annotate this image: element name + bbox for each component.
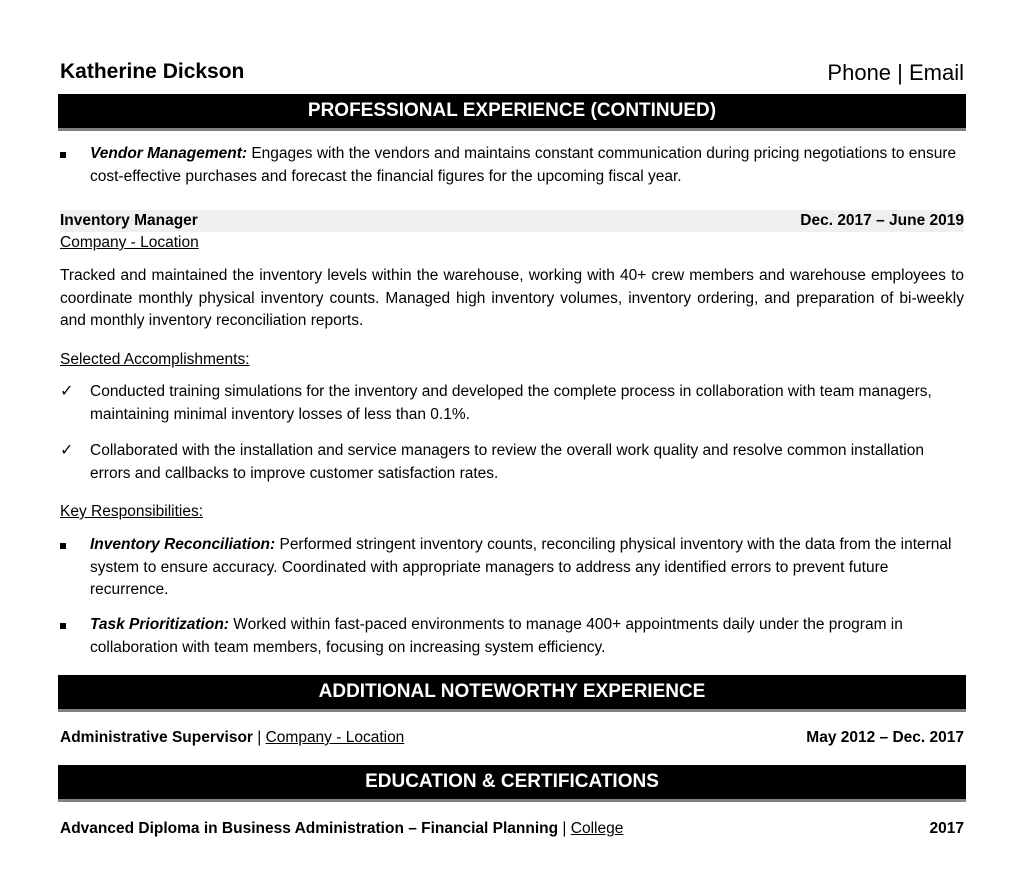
entry-separator: |	[252, 729, 266, 746]
square-bullet-icon	[60, 614, 80, 637]
resume-header	[60, 60, 964, 88]
role-header	[60, 210, 964, 232]
role-company	[60, 232, 964, 254]
list-item	[60, 381, 964, 427]
role-title: Inventory Manager	[60, 212, 198, 229]
entry-title: Administrative Supervisor	[60, 729, 253, 746]
bullet-text: Performed stringent inventory counts, reconciling physical inventory with the data from the internal system to ensure accuracy. Coordinated with appropriate managers to address any identified errors to prevent future recurrence.	[90, 536, 952, 598]
checkmark-icon: ✓	[60, 383, 74, 400]
checkmark-icon: ✓	[60, 442, 74, 459]
company-location: Company - Location	[60, 234, 199, 251]
entry-company: Company - Location	[265, 729, 405, 746]
entry-dates: May 2012 – Dec. 2017	[806, 729, 964, 746]
degree-title: Advanced Diploma in Business Administration – Financial Planning	[60, 820, 559, 837]
education-year: 2017	[929, 820, 964, 837]
bullet-label: Task Prioritization:	[90, 616, 229, 633]
accomplishment-text: Conducted training simulations for the inventory and developed the complete process in collaboration with team managers, maintaining minimal inventory losses of less than 0.1%.	[90, 383, 932, 423]
school-name: College	[570, 820, 624, 837]
responsibilities-heading: Key Responsibilities:	[60, 503, 204, 520]
square-bullet-icon	[60, 534, 80, 557]
accomplishments-heading: Selected Accomplishments:	[60, 351, 250, 368]
candidate-name: Katherine Dickson	[60, 60, 245, 83]
list-item	[60, 143, 964, 189]
bullet-label: Inventory Reconciliation:	[90, 536, 276, 553]
contact-info: Phone | Email	[827, 60, 964, 85]
section-banner-experience: PROFESSIONAL EXPERIENCE (CONTINUED)	[58, 94, 966, 131]
list-item	[60, 614, 964, 660]
square-bullet-icon	[60, 143, 80, 166]
entry-separator: |	[558, 820, 571, 837]
role-dates: Dec. 2017 – June 2019	[800, 212, 964, 229]
list-item	[60, 440, 964, 486]
role-summary: Tracked and maintained the inventory levels within the warehouse, working with 40+ crew members and warehouse employees to coordinate monthly physical inventory counts. Managed high inventory volumes, inventory ordering, and preparation of bi-weekly and monthly inventory reconciliation reports.	[60, 267, 964, 329]
list-item	[60, 534, 964, 602]
bullet-text: Engages with the vendors and maintains constant communication during pricing negotiations to ensure cost-effective purchases and forecast the financial figures for the upcoming fiscal year.	[90, 145, 957, 185]
bullet-label: Vendor Management:	[90, 145, 248, 162]
section-banner-additional: ADDITIONAL NOTEWORTHY EXPERIENCE	[58, 675, 966, 712]
section-banner-education: EDUCATION & CERTIFICATIONS	[58, 765, 966, 802]
bullet-text: Worked within fast-paced environments to manage 400+ appointments daily under the program in collaboration with team members, focusing on increasing system efficiency.	[90, 616, 903, 656]
accomplishment-text: Collaborated with the installation and service managers to review the overall work quality and resolve common installation errors and callbacks to improve customer satisfaction rates.	[90, 442, 924, 482]
